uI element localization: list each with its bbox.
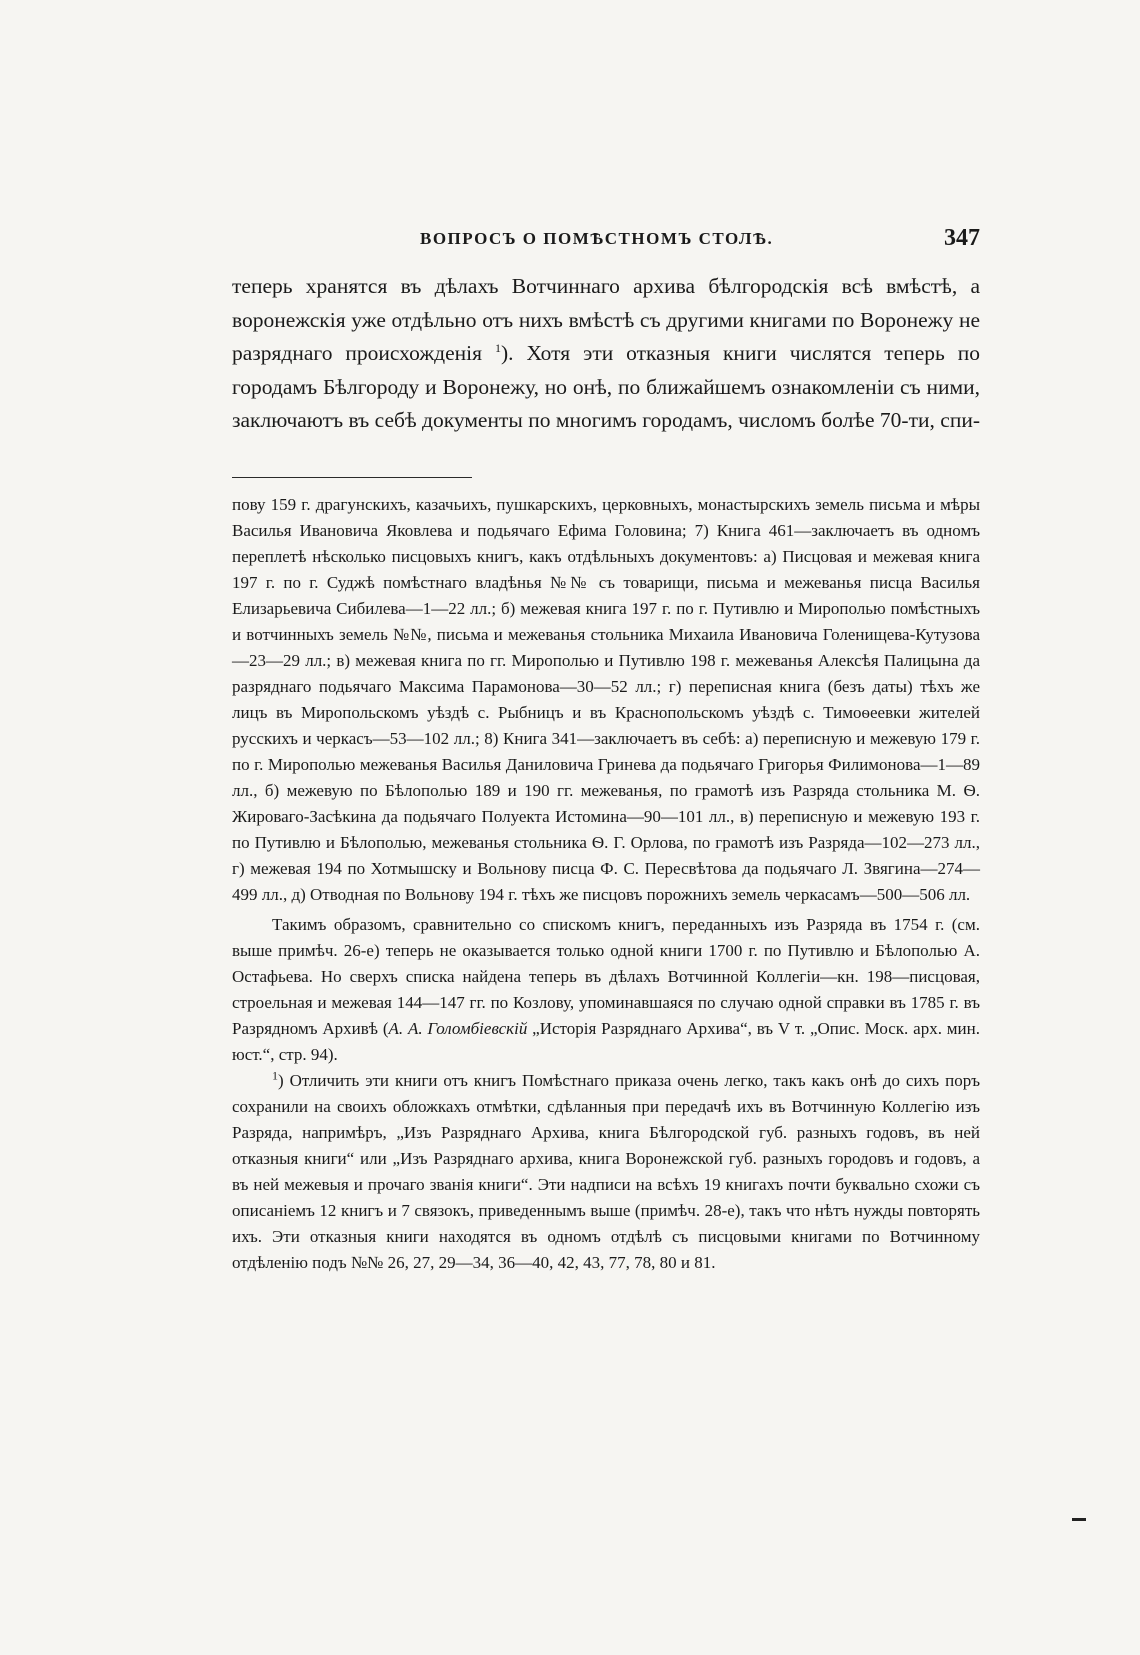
page-number: 347 — [944, 225, 980, 251]
main-text — [232, 270, 980, 438]
footnote-1 — [232, 1068, 980, 1276]
footnote-1-text: ) Отличить эти книги отъ книгъ Помѣстнаго приказа очень легко, такъ какъ онѣ до сихъ поръ сохранили на своихъ обложкахъ отмѣтки, сдѣланныя при передачѣ ихъ въ Вотчинную Коллегію изъ Разряда, напримѣръ, „Изъ Разряднаго Архива, книга Бѣлгородской губ. разныхъ годовъ, въ ней отказныя книги“ или „Изъ Разряднаго архива, книга Воронежской губ. разныхъ городовъ и годовъ, а въ ней межевыя и прочаго званія книги“. Эти надписи на всѣхъ 19 книгахъ почти буквально схожи съ описаніемъ 12 книгъ и 7 связокъ, приведеннымъ выше (примѣч. 28-е), такъ что нѣтъ нужды повторять ихъ. Эти отказныя книги находятся въ одномъ отдѣлѣ съ писцовыми книгами по Вотчинному отдѣленію подъ №№ 26, 27, 29—34, 36—40, 42, 43, 77, 78, 80 и 81. — [232, 1071, 980, 1272]
main-paragraph — [232, 270, 980, 438]
margin-mark — [1072, 1518, 1086, 1521]
footnote-reference: 1 — [495, 340, 501, 355]
footnotes — [232, 492, 980, 1276]
footnote-marker: 1 — [272, 1068, 278, 1083]
author-citation: А. А. Голомбіевскій — [388, 1019, 528, 1038]
main-paragraph-text: теперь хранятся въ дѣлахъ Вотчиннаго архива бѣлгородскія всѣ вмѣстѣ, а воронежскія уже отдѣльно отъ нихъ вмѣстѣ съ другими книгами по Воронежу не разряднаго происхожденія — [232, 274, 980, 365]
footnote-separator — [232, 477, 472, 478]
page-header — [232, 225, 980, 257]
main-paragraph-tail: ). Хотя эти отказныя книги числятся теперь по городамъ Бѣлгороду и Воронежу, но онѣ, по ближайшемъ ознакомленіи съ ними, заключаютъ въ себѣ документы по многимъ городамъ, числомъ болѣе 70-ти, спи- — [232, 341, 981, 432]
footnote-paragraph — [232, 912, 980, 1068]
footnote-paragraph-text: Такимъ образомъ, сравнительно со спискомъ книгъ, переданныхъ изъ Разряда въ 1754 г. (см. выше примѣч. 26-е) теперь не оказывается только одной книги 1700 г. по Путивлю и Бѣлополью А. Остафьева. Но сверхъ списка найдена теперь въ дѣлахъ Вотчинной Коллегіи—кн. 198—писцовая, строельная и межевая 144—147 гг. по Козлову, упоминавшаяся по случаю одной справки въ 1785 г. въ Разрядномъ Архивѣ ( — [232, 915, 980, 1038]
footnote-continuation: пову 159 г. драгунскихъ, казачьихъ, пушкарскихъ, церковныхъ, монастырскихъ земель письма и мѣры Василья Ивановича Яковлева и подьячаго Ефима Головина; 7) Книга 461—заключаетъ въ одномъ переплетѣ нѣсколько писцовыхъ книгъ, какъ отдѣльныхъ документовъ: а) Писцовая и межевая книга 197 г. по г. Суджѣ помѣстнаго владѣнья №№ съ товарищи, письма и межеванья писца Василья Елизарьевича Сибилева—1—22 лл.; б) межевая книга 197 г. по г. Путивлю и Мирополью помѣстныхъ и вотчинныхъ земель №№, письма и межеванья стольника Михаила Ивановича Голенищева-Кутузова—23—29 лл.; в) межевая книга по гг. Мирополью и Путивлю 198 г. межеванья Алексѣя Палицына да разряднаго подьячаго Максима Парамонова—30—52 лл.; г) переписная книга (безъ даты) тѣхъ же лицъ въ Миропольскомъ уѣздѣ с. Рыбницъ и въ Краснопольскомъ уѣздѣ с. Тимоѳеевки жителей русскихъ и черкасъ—53—102 лл.; 8) Книга 341—заключаетъ въ себѣ: а) переписную и межевую 179 г. по г. Мирополью межеванья Василья Даниловича Гринева да подьячаго Григорья Филимонова—1—89 лл., б) межевую по Бѣлополью 189 и 190 гг. межеванья, по грамотѣ изъ Разряда стольника М. Ѳ. Жироваго-Засѣкина да подьячаго Полуекта Истомина—90—101 лл., в) переписную и межевую 193 г. по Путивлю и Бѣлополью, межеванья стольника Ѳ. Г. Орлова, по грамотѣ изъ Разряда—102—273 лл., г) межевая 194 по Хотмышску и Вольнову писца Ф. С. Пересвѣтова да подьячаго Л. Звягина—274—499 лл., д) Отводная по Вольнову 194 г. тѣхъ же писцовъ порожнихъ земель черкасамъ—500—506 лл. — [232, 495, 980, 904]
running-title: ВОПРОСЪ О ПОМѢСТНОМЪ СТОЛѢ. — [420, 229, 774, 248]
footnote-paragraph-tail: „Исторія Разряднаго Архива“, въ V т. „Опис. Моск. арх. мин. юст.“, стр. 94). — [232, 1019, 980, 1064]
